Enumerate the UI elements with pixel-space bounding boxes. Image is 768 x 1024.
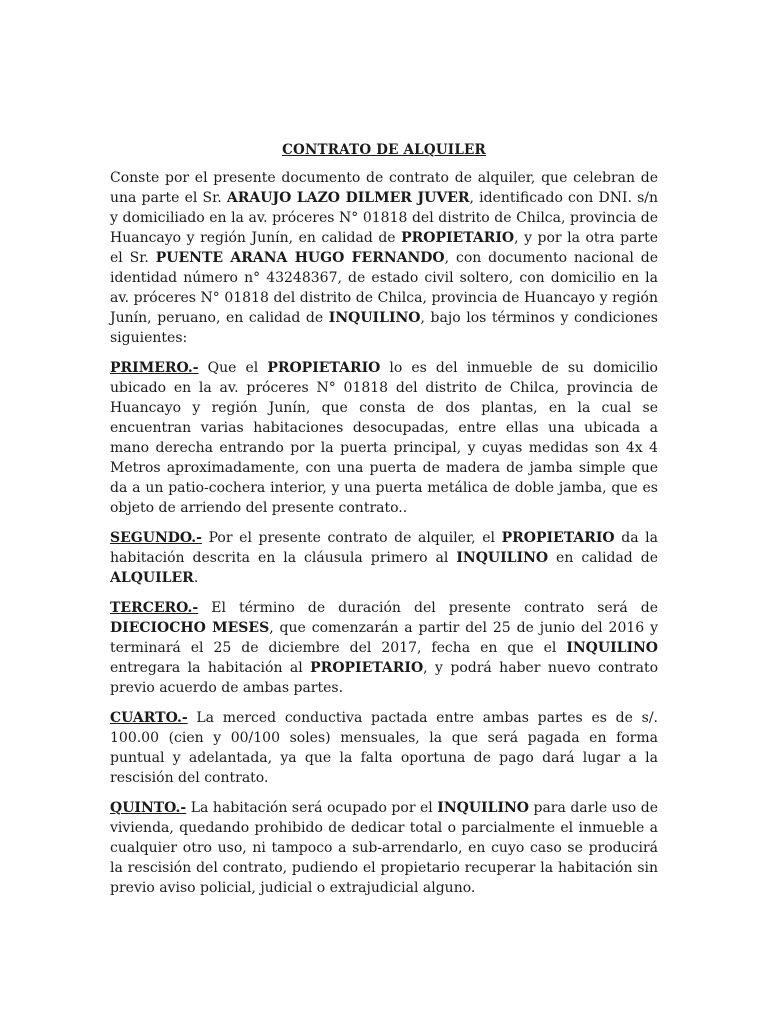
- clause-text: El término de duración del presente contrato será de: [198, 600, 658, 616]
- owner-name: ARAUJO LAZO DILMER JUVER: [226, 190, 470, 206]
- clause-text: para darle uso de vivienda, quedando prohibido de dedicar total o parcialmente el inmueble a cualquier otro uso, ni tampoco a sub-arrendarlo, en cuyo caso se producirá la rescisión del contrato, pudiendo el propietario recuperar la habitación sin previo aviso policial, judicial o extrajudicial alguno.: [110, 800, 658, 896]
- clause-heading: PRIMERO.-: [110, 360, 199, 376]
- document-page: [110, 140, 658, 908]
- clause-text: , que comenzarán a partir del 25 de junio del 2016 y terminará el 25 de diciembre del 2017, fecha en que el: [110, 620, 658, 656]
- intro-text: , bajo los términos y condiciones siguientes:: [110, 310, 658, 346]
- clause-text: Por el presente contrato de alquiler, el: [201, 530, 502, 546]
- clause-bold-term: PROPIETARIO: [310, 660, 424, 676]
- clause-text: da la habitación descrita en la cláusula primero al: [110, 530, 658, 566]
- intro-text: , identificado con DNI. s/n y domiciliado en la av. próceres N° 01818 del distrito de Chilca, provincia de Huancayo y región Junín, en calidad de: [110, 190, 659, 246]
- clause-text: en calidad de: [548, 550, 659, 566]
- intro-paragraph: [110, 168, 658, 348]
- clause-cuarto: [110, 708, 658, 788]
- clause-heading: SEGUNDO.-: [110, 530, 202, 546]
- clause-bold-term: INQUILINO: [437, 800, 529, 816]
- tenant-name: PUENTE ARANA HUGO FERNANDO: [155, 250, 445, 266]
- tenant-role: INQUILINO: [328, 310, 421, 326]
- intro-text: , con documento nacional de identidad número n° 43248367, de estado civil soltero, con domicilio en la av. próceres N° 01818 del distrito de Chilca, provincia de Huancayo y región Junín, peruano, en calidad de: [110, 250, 659, 326]
- clause-bold-term: PROPIETARIO: [267, 360, 381, 376]
- clause-heading: QUINTO.-: [110, 800, 187, 816]
- clause-tercero: [110, 598, 658, 698]
- clause-text: , y podrá haber nuevo contrato previo acuerdo de ambas partes.: [110, 660, 659, 696]
- intro-text: , y por la otra parte el Sr.: [110, 230, 658, 266]
- clause-heading: TERCERO.-: [110, 600, 199, 616]
- clause-bold-term: ALQUILER: [110, 570, 194, 586]
- clause-text: La merced conductiva pactada entre ambas partes es de s/. 100.00 (cien y 00/100 soles) mensuales, la que será pagada en forma puntual y adelantada, ya que la falta oportuna de pago dará lugar a la rescisión del contrato.: [110, 710, 658, 786]
- clause-quinto: [110, 798, 658, 898]
- document-title: CONTRATO DE ALQUILER: [282, 142, 486, 158]
- clause-bold-term: INQUILINO: [566, 640, 658, 656]
- clause-segundo: [110, 528, 658, 588]
- clause-bold-term: INQUILINO: [456, 550, 549, 566]
- clause-text: entregara la habitación al: [110, 660, 311, 676]
- clause-text: Que el: [198, 360, 268, 376]
- clause-text: .: [193, 570, 199, 586]
- clause-heading: CUARTO.-: [110, 710, 188, 726]
- clause-bold-term: PROPIETARIO: [501, 530, 615, 546]
- intro-text: Conste por el presente documento de contrato de alquiler, que celebran de una parte el Sr.: [110, 170, 658, 206]
- owner-role: PROPIETARIO: [401, 230, 515, 246]
- clause-bold-term: DIECIOCHO MESES: [110, 620, 270, 636]
- clause-text: lo es del inmueble de su domicilio ubicado en la av. próceres N° 01818 del distrito de Chilca, provincia de Huancayo y región Junín, que consta de dos plantas, en la cual se encuentran varias habitaciones desocupadas, entre ellas una ubicada a mano derecha entrando por la puerta principal, y cuyas medidas son 4x 4 Metros aproximadamente, con una puerta de madera de jamba simple que da a un patio-cochera interior, y una puerta metálica de doble jamba, que es objeto de arriendo del presente contrato..: [110, 360, 658, 516]
- clause-text: La habitación será ocupado por el: [186, 800, 438, 816]
- clause-primero: [110, 358, 658, 518]
